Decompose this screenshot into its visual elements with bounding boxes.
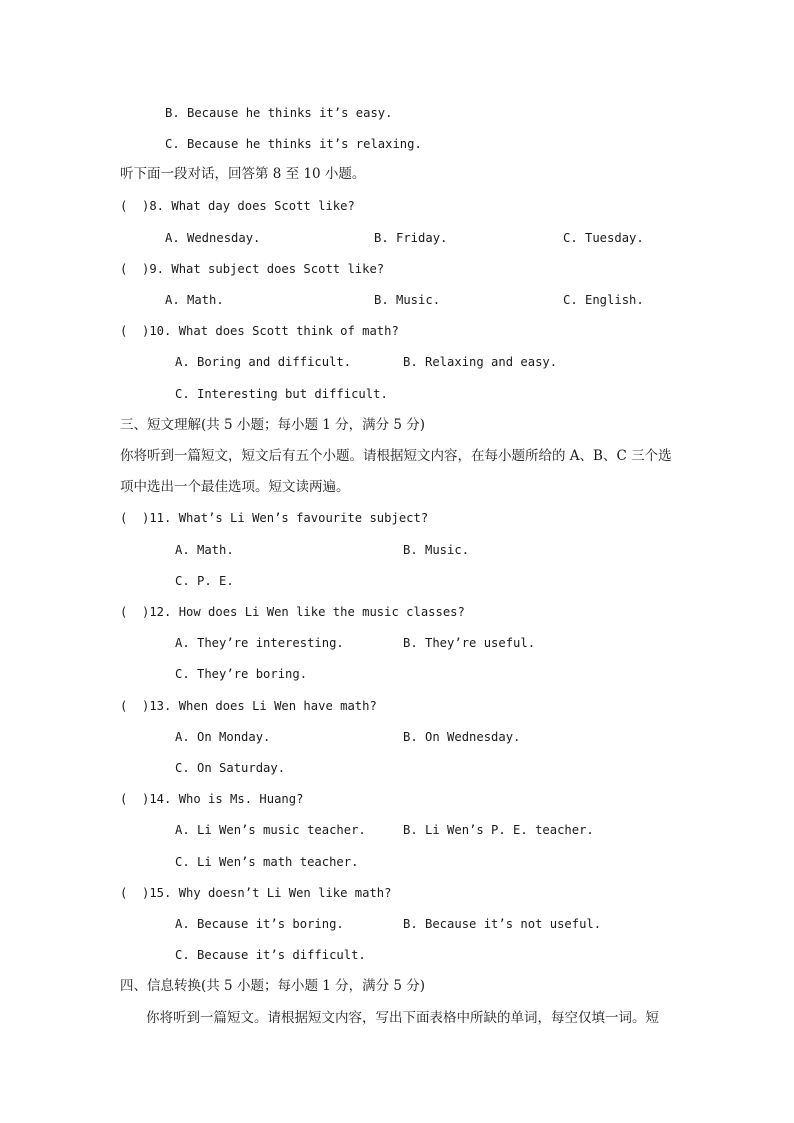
q10-option-c: C. Interesting but difficult.: [175, 387, 388, 401]
q14-option-b: B. Li Wen’s P. E. teacher.: [403, 823, 594, 837]
q15-option-c: C. Because it’s difficult.: [175, 948, 366, 962]
q12-option-c: C. They’re boring.: [175, 667, 308, 681]
q9-option-c: C. English.: [563, 293, 644, 307]
q11-option-a: A. Math.: [175, 543, 234, 557]
q12-option-a: A. They’re interesting.: [175, 636, 344, 650]
dialogue-instruction: 听下面一段对话，回答第 8 至 10 小题。: [120, 166, 366, 182]
q8-option-c: C. Tuesday.: [563, 231, 644, 245]
q7-option-b: B. Because he thinks it’s easy.: [165, 106, 393, 120]
question-15: ( )15. Why doesn’t Li Wen like math?: [120, 886, 392, 900]
q13-option-a: A. On Monday.: [175, 730, 271, 744]
q11-option-b: B. Music.: [403, 543, 470, 557]
question-13: ( )13. When does Li Wen have math?: [120, 699, 377, 713]
q13-option-c: C. On Saturday.: [175, 761, 286, 775]
section-4-heading: 四、信息转换(共 5 小题；每小题 1 分，满分 5 分): [120, 978, 426, 994]
question-10: ( )10. What does Scott think of math?: [120, 324, 399, 338]
question-12: ( )12. How does Li Wen like the music classes?: [120, 605, 465, 619]
question-9: ( )9. What subject does Scott like?: [120, 262, 385, 276]
q8-option-a: A. Wednesday.: [165, 231, 261, 245]
q12-option-b: B. They’re useful.: [403, 636, 536, 650]
q14-option-a: A. Li Wen’s music teacher.: [175, 823, 366, 837]
q10-option-a: A. Boring and difficult.: [175, 355, 352, 369]
q15-option-b: B. Because it’s not useful.: [403, 917, 602, 931]
q9-option-b: B. Music.: [374, 293, 441, 307]
q14-option-c: C. Li Wen’s math teacher.: [175, 855, 359, 869]
question-8: ( )8. What day does Scott like?: [120, 199, 355, 213]
section-4-instruction-line-1: 你将听到一篇短文。请根据短文内容，写出下面表格中所缺的单词，每空仅填一词。短: [146, 1010, 659, 1026]
q13-option-b: B. On Wednesday.: [403, 730, 521, 744]
question-14: ( )14. Who is Ms. Huang?: [120, 792, 304, 806]
q15-option-a: A. Because it’s boring.: [175, 917, 344, 931]
section-3-instruction-line-1: 你将听到一篇短文，短文后有五个小题。请根据短文内容，在每小题所给的 A、B、C 三个选: [120, 448, 672, 464]
q9-option-a: A. Math.: [165, 293, 224, 307]
section-3-heading: 三、短文理解(共 5 小题；每小题 1 分，满分 5 分): [120, 417, 426, 433]
q11-option-c: C. P. E.: [175, 574, 234, 588]
q7-option-c: C. Because he thinks it’s relaxing.: [165, 137, 422, 151]
q10-option-b: B. Relaxing and easy.: [403, 355, 558, 369]
q8-option-b: B. Friday.: [374, 231, 448, 245]
section-3-instruction-line-2: 项中选出一个最佳选项。短文读两遍。: [120, 479, 350, 495]
question-11: ( )11. What’s Li Wen’s favourite subject?: [120, 511, 429, 525]
